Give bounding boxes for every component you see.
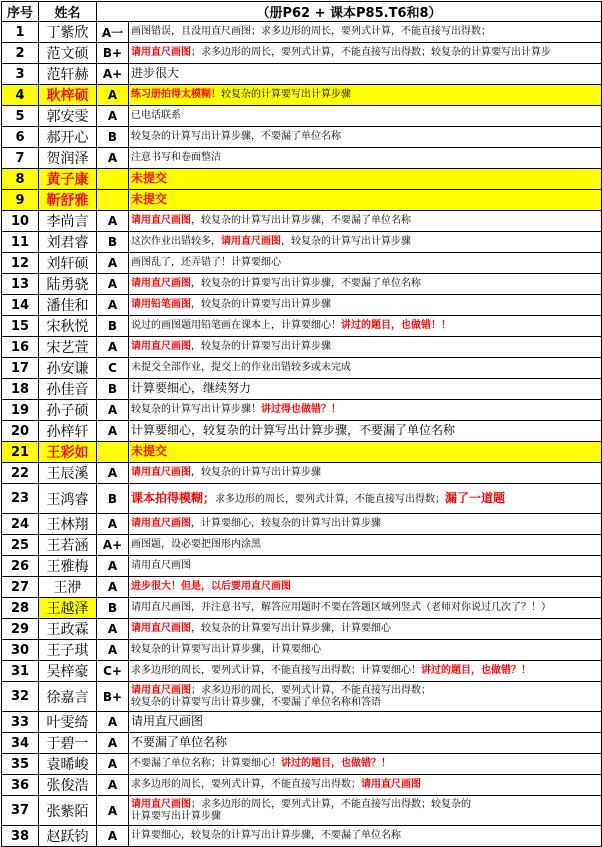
comment-line bbox=[131, 539, 599, 551]
table-row bbox=[2, 148, 602, 169]
teacher-comment bbox=[129, 64, 602, 85]
comment-line bbox=[131, 492, 599, 506]
table-row bbox=[2, 796, 602, 826]
comment-line bbox=[131, 404, 599, 416]
table-body bbox=[2, 22, 602, 847]
table-row bbox=[2, 379, 602, 400]
comment-text: 这次作业出错较多， bbox=[131, 236, 221, 247]
teacher-comment bbox=[129, 43, 602, 64]
comment-text: ，较复杂的计算要写出计算步骤，不要漏了单位名称 bbox=[191, 278, 421, 289]
comment-line bbox=[131, 811, 599, 823]
student-name: 王彩如 bbox=[39, 442, 97, 463]
grade: B bbox=[97, 379, 129, 400]
comment-text: 较复杂的计算要写出计算步骤 bbox=[221, 89, 351, 100]
comment-emphasis: 未提交 bbox=[131, 171, 168, 185]
comment-emphasis: 讲过得也做错？！ bbox=[261, 404, 341, 415]
grade: A bbox=[97, 640, 129, 661]
student-name: 吴梓豪 bbox=[39, 661, 97, 682]
teacher-comment bbox=[129, 514, 602, 535]
table-row bbox=[2, 775, 602, 796]
grade: A一 bbox=[97, 22, 129, 43]
comment-emphasis: 练习册拍得太模糊！ bbox=[131, 89, 221, 100]
comment-line bbox=[131, 320, 599, 332]
table-row bbox=[2, 556, 602, 577]
teacher-comment bbox=[129, 211, 602, 232]
student-name: 孙子硕 bbox=[39, 400, 97, 421]
teacher-comment bbox=[129, 754, 602, 775]
student-name: 刘轩硕 bbox=[39, 253, 97, 274]
table-row bbox=[2, 421, 602, 442]
comment-line bbox=[131, 236, 599, 248]
student-name: 郝开心 bbox=[39, 127, 97, 148]
row-number: 3 bbox=[2, 64, 39, 85]
comment-emphasis: 漏了一道题 bbox=[445, 490, 506, 505]
row-number: 6 bbox=[2, 127, 39, 148]
comment-text: 不要漏了单位名称 bbox=[131, 735, 228, 749]
header-num: 序号 bbox=[2, 2, 39, 22]
teacher-comment bbox=[129, 169, 602, 190]
comment-emphasis: 请用直尺画图 bbox=[131, 684, 191, 696]
teacher-comment bbox=[129, 619, 602, 640]
grade: A bbox=[97, 253, 129, 274]
teacher-comment bbox=[129, 253, 602, 274]
row-number: 13 bbox=[2, 274, 39, 295]
comment-text: ；求多边形的周长，要列式计算，不能直接写出得数； bbox=[191, 684, 431, 696]
comment-emphasis: 请用直尺画图 bbox=[221, 236, 281, 247]
table-row bbox=[2, 598, 602, 619]
comment-line bbox=[131, 193, 599, 207]
student-name: 贺润泽 bbox=[39, 148, 97, 169]
grade: A bbox=[97, 106, 129, 127]
comment-line bbox=[131, 799, 599, 811]
comment-emphasis: 请用直尺画图 bbox=[131, 467, 191, 478]
teacher-comment bbox=[129, 796, 602, 826]
student-name: 王子琪 bbox=[39, 640, 97, 661]
teacher-comment bbox=[129, 22, 602, 43]
row-number: 12 bbox=[2, 253, 39, 274]
comment-line bbox=[131, 152, 599, 164]
row-number: 21 bbox=[2, 442, 39, 463]
homework-feedback-table bbox=[1, 1, 602, 847]
grade: A bbox=[97, 337, 129, 358]
table-row bbox=[2, 640, 602, 661]
student-name: 孙佳音 bbox=[39, 379, 97, 400]
comment-line bbox=[131, 758, 599, 770]
row-number: 25 bbox=[2, 535, 39, 556]
table-row bbox=[2, 661, 602, 682]
comment-text: 求多边形的周长，要列式计算，不能直接写出得数； bbox=[131, 779, 361, 790]
student-name: 潘佳和 bbox=[39, 295, 97, 316]
grade: A bbox=[97, 274, 129, 295]
row-number: 10 bbox=[2, 211, 39, 232]
comment-text: ，较复杂的计算写出计算步骤，不要漏了单位名称 bbox=[191, 215, 411, 226]
table-row bbox=[2, 169, 602, 190]
comment-emphasis: 请用直尺画图 bbox=[131, 341, 191, 352]
table-row bbox=[2, 712, 602, 733]
table-row bbox=[2, 253, 602, 274]
teacher-comment bbox=[129, 127, 602, 148]
teacher-comment bbox=[129, 535, 602, 556]
comment-emphasis: 请用直尺画图 bbox=[131, 47, 191, 58]
comment-line bbox=[131, 697, 599, 709]
student-name: 范轩赫 bbox=[39, 64, 97, 85]
teacher-comment bbox=[129, 640, 602, 661]
table-row bbox=[2, 127, 602, 148]
header-name: 姓名 bbox=[39, 2, 97, 22]
row-number: 27 bbox=[2, 577, 39, 598]
grade: A bbox=[97, 754, 129, 775]
row-number: 28 bbox=[2, 598, 39, 619]
comment-emphasis: 请用直尺画图 bbox=[131, 623, 191, 634]
grade: A bbox=[97, 85, 129, 106]
table-row bbox=[2, 316, 602, 337]
comment-line bbox=[131, 341, 599, 353]
table-row bbox=[2, 826, 602, 847]
table-row bbox=[2, 754, 602, 775]
comment-text: 已电话联系 bbox=[131, 110, 181, 121]
grade: A+ bbox=[97, 64, 129, 85]
comment-emphasis: 进步很大！但是，以后要用直尺画图 bbox=[131, 581, 291, 592]
grade: A+ bbox=[97, 535, 129, 556]
student-name: 王政霖 bbox=[39, 619, 97, 640]
comment-text: 计算要写出计算步骤 bbox=[131, 810, 221, 822]
row-number: 20 bbox=[2, 421, 39, 442]
comment-line bbox=[131, 131, 599, 143]
comment-emphasis: 讲过的题目，也做错？！ bbox=[421, 665, 531, 676]
student-name: 王雅梅 bbox=[39, 556, 97, 577]
comment-line bbox=[131, 26, 599, 38]
table-row bbox=[2, 232, 602, 253]
comment-line bbox=[131, 736, 599, 750]
row-number: 18 bbox=[2, 379, 39, 400]
header-row bbox=[2, 2, 602, 22]
table-row bbox=[2, 484, 602, 514]
comment-line bbox=[131, 581, 599, 593]
teacher-comment bbox=[129, 463, 602, 484]
comment-text: ，较复杂的计算要写出计算步骤，计算要细心 bbox=[191, 623, 391, 634]
teacher-comment bbox=[129, 826, 602, 847]
student-name: 王洢 bbox=[39, 577, 97, 598]
table-row bbox=[2, 295, 602, 316]
comment-text: ，计算要细心，较复杂的计算写出计算步骤 bbox=[191, 518, 381, 529]
grade: B+ bbox=[97, 682, 129, 712]
teacher-comment bbox=[129, 379, 602, 400]
comment-emphasis: 请用直尺画图 bbox=[361, 779, 421, 790]
comment-line bbox=[131, 89, 599, 101]
comment-text: 请用直尺画图，并注意书写，解答应用题时不要在答题区域列竖式（老师对你说过几次了？！） bbox=[131, 602, 551, 613]
student-name: 郭安雯 bbox=[39, 106, 97, 127]
student-name: 王若涵 bbox=[39, 535, 97, 556]
student-name: 靳舒雅 bbox=[39, 190, 97, 211]
teacher-comment bbox=[129, 598, 602, 619]
teacher-comment bbox=[129, 148, 602, 169]
comment-line bbox=[131, 685, 599, 697]
teacher-comment bbox=[129, 337, 602, 358]
student-name: 王鸿睿 bbox=[39, 484, 97, 514]
comment-emphasis: 请用直尺画图 bbox=[131, 798, 191, 810]
comment-line bbox=[131, 67, 599, 81]
comment-emphasis: 请用直尺画图 bbox=[131, 215, 191, 226]
teacher-comment bbox=[129, 775, 602, 796]
row-number: 31 bbox=[2, 661, 39, 682]
row-number: 37 bbox=[2, 796, 39, 826]
comment-emphasis: 请用直尺画图 bbox=[131, 278, 191, 289]
comment-text: 说过的画图题用铅笔画在课本上，计算要细心！ bbox=[131, 320, 341, 331]
grade bbox=[97, 169, 129, 190]
comment-text: 请用直尺画图 bbox=[131, 714, 204, 728]
student-name: 宋艺萱 bbox=[39, 337, 97, 358]
comment-line bbox=[131, 623, 599, 635]
row-number: 7 bbox=[2, 148, 39, 169]
comment-emphasis: 请用铅笔画图 bbox=[131, 299, 191, 310]
row-number: 4 bbox=[2, 85, 39, 106]
grade: B+ bbox=[97, 43, 129, 64]
comment-text: 注意书写和卷面整洁 bbox=[131, 152, 221, 163]
teacher-comment bbox=[129, 661, 602, 682]
table-row bbox=[2, 274, 602, 295]
teacher-comment bbox=[129, 682, 602, 712]
comment-emphasis: 课本拍得模糊； bbox=[131, 490, 216, 505]
student-name: 丁紫欣 bbox=[39, 22, 97, 43]
teacher-comment bbox=[129, 190, 602, 211]
comment-line bbox=[131, 644, 599, 656]
student-name: 张俊浩 bbox=[39, 775, 97, 796]
row-number: 23 bbox=[2, 484, 39, 514]
grade: B bbox=[97, 484, 129, 514]
teacher-comment bbox=[129, 733, 602, 754]
comment-text: ，较复杂的计算写出计算步骤 bbox=[281, 236, 411, 247]
grade: A bbox=[97, 826, 129, 847]
grade: A bbox=[97, 400, 129, 421]
comment-text: 画图题，设必要把图形内涂黑 bbox=[131, 539, 261, 550]
comment-line bbox=[131, 215, 599, 227]
row-number: 1 bbox=[2, 22, 39, 43]
grade: B bbox=[97, 598, 129, 619]
student-name: 孙安谦 bbox=[39, 358, 97, 379]
comment-line bbox=[131, 424, 599, 438]
student-name: 黄子康 bbox=[39, 169, 97, 190]
comment-emphasis: 未提交 bbox=[131, 444, 168, 458]
grade: A bbox=[97, 556, 129, 577]
comment-line bbox=[131, 715, 599, 729]
comment-text: ，较复杂的计算要写出计算步骤 bbox=[191, 341, 331, 352]
grade: C+ bbox=[97, 661, 129, 682]
table-row bbox=[2, 85, 602, 106]
teacher-comment bbox=[129, 316, 602, 337]
grade bbox=[97, 442, 129, 463]
table-row bbox=[2, 22, 602, 43]
student-name: 李尚言 bbox=[39, 211, 97, 232]
row-number: 14 bbox=[2, 295, 39, 316]
row-number: 33 bbox=[2, 712, 39, 733]
comment-line bbox=[131, 779, 599, 791]
grade: A bbox=[97, 421, 129, 442]
comment-text: ，较复杂的计算写出计算步骤 bbox=[191, 467, 321, 478]
row-number: 36 bbox=[2, 775, 39, 796]
teacher-comment bbox=[129, 358, 602, 379]
comment-text: 求多边形的周长，要列式计算，不能直接写出得数；计算要细心！ bbox=[131, 665, 421, 676]
comment-emphasis: 请用直尺画图 bbox=[131, 518, 191, 529]
table-row bbox=[2, 43, 602, 64]
student-name: 于碧一 bbox=[39, 733, 97, 754]
row-number: 32 bbox=[2, 682, 39, 712]
teacher-comment bbox=[129, 232, 602, 253]
teacher-comment bbox=[129, 442, 602, 463]
student-name: 赵跃钧 bbox=[39, 826, 97, 847]
student-name: 陆勇骁 bbox=[39, 274, 97, 295]
comment-text: 较复杂的计算要写出计算步骤，计算要细心 bbox=[131, 644, 321, 655]
grade: A bbox=[97, 796, 129, 826]
comment-text: 较复杂的计算写出计算步骤！ bbox=[131, 404, 261, 415]
table-row bbox=[2, 400, 602, 421]
table-row bbox=[2, 190, 602, 211]
comment-text: 较复杂的计算写出计算步骤，不要漏了单位名称 bbox=[131, 131, 341, 142]
row-number: 34 bbox=[2, 733, 39, 754]
row-number: 30 bbox=[2, 640, 39, 661]
comment-text: 进步很大 bbox=[131, 66, 180, 80]
grade: A bbox=[97, 775, 129, 796]
comment-emphasis: 讲过的题目，也做错？！ bbox=[281, 758, 391, 769]
teacher-comment bbox=[129, 85, 602, 106]
student-name: 王越泽 bbox=[39, 598, 97, 619]
grade: B bbox=[97, 316, 129, 337]
student-name: 张紫陌 bbox=[39, 796, 97, 826]
row-number: 11 bbox=[2, 232, 39, 253]
row-number: 8 bbox=[2, 169, 39, 190]
grade: A bbox=[97, 463, 129, 484]
comment-line bbox=[131, 665, 599, 677]
student-name: 孙梓轩 bbox=[39, 421, 97, 442]
comment-text: 计算要细心，较复杂的计算写出计算步骤，不要漏了单位名称 bbox=[131, 830, 401, 841]
student-name: 叶雯绮 bbox=[39, 712, 97, 733]
grade: A bbox=[97, 712, 129, 733]
comment-line bbox=[131, 299, 599, 311]
table-row bbox=[2, 442, 602, 463]
comment-line bbox=[131, 467, 599, 479]
grade: C bbox=[97, 358, 129, 379]
table-row bbox=[2, 211, 602, 232]
comment-line bbox=[131, 602, 599, 614]
grade: B bbox=[97, 232, 129, 253]
comment-line bbox=[131, 47, 599, 59]
row-number: 2 bbox=[2, 43, 39, 64]
comment-emphasis: 讲过的题目，也做错！！ bbox=[341, 320, 451, 331]
table-row bbox=[2, 64, 602, 85]
comment-text: 未提交全部作业，提交上的作业出错较多或未完成 bbox=[131, 362, 351, 373]
grade: A bbox=[97, 733, 129, 754]
row-number: 9 bbox=[2, 190, 39, 211]
student-name: 宋秋悦 bbox=[39, 316, 97, 337]
row-number: 22 bbox=[2, 463, 39, 484]
comment-line bbox=[131, 257, 599, 269]
row-number: 26 bbox=[2, 556, 39, 577]
table-row bbox=[2, 733, 602, 754]
row-number: 24 bbox=[2, 514, 39, 535]
teacher-comment bbox=[129, 274, 602, 295]
table-row bbox=[2, 358, 602, 379]
teacher-comment bbox=[129, 400, 602, 421]
table-row bbox=[2, 337, 602, 358]
table-row bbox=[2, 514, 602, 535]
table-row bbox=[2, 106, 602, 127]
row-number: 16 bbox=[2, 337, 39, 358]
comment-line bbox=[131, 110, 599, 122]
comment-text: ，较复杂的计算要写出计算步骤 bbox=[191, 299, 331, 310]
comment-text: 计算要细心，继续努力 bbox=[131, 381, 252, 395]
row-number: 17 bbox=[2, 358, 39, 379]
table-row bbox=[2, 682, 602, 712]
student-name: 袁晞峻 bbox=[39, 754, 97, 775]
comment-line bbox=[131, 830, 599, 842]
comment-line bbox=[131, 362, 599, 374]
grade: A bbox=[97, 211, 129, 232]
student-name: 耿梓硕 bbox=[39, 85, 97, 106]
grade bbox=[97, 190, 129, 211]
comment-line bbox=[131, 445, 599, 459]
teacher-comment bbox=[129, 106, 602, 127]
header-title: （册P62 + 课本P85.T6和8） bbox=[97, 2, 602, 22]
student-name: 范文硕 bbox=[39, 43, 97, 64]
student-name: 徐嘉言 bbox=[39, 682, 97, 712]
comment-text: 不要漏了单位名称；计算要细心！ bbox=[131, 758, 281, 769]
comment-line bbox=[131, 278, 599, 290]
comment-emphasis: 未提交 bbox=[131, 192, 168, 206]
row-number: 5 bbox=[2, 106, 39, 127]
teacher-comment bbox=[129, 484, 602, 514]
table-row bbox=[2, 463, 602, 484]
teacher-comment bbox=[129, 577, 602, 598]
comment-line bbox=[131, 172, 599, 186]
comment-text: 画图错误，且没用直尺画图；求多边形的周长，要列式计算，不能直接写出得数； bbox=[131, 26, 491, 37]
comment-text: 请用直尺画图 bbox=[131, 560, 191, 571]
comment-text: 求多边形的周长，要列式计算，不能直接写出得数； bbox=[215, 493, 446, 505]
comment-text: 计算要细心，较复杂的计算写出计算步骤，不要漏了单位名称 bbox=[131, 423, 456, 437]
comment-line bbox=[131, 518, 599, 530]
comment-text: 较复杂的计算要写出计算步骤，不要漏了单位名称和答语 bbox=[131, 696, 381, 708]
comment-line bbox=[131, 382, 599, 396]
teacher-comment bbox=[129, 295, 602, 316]
grade: B bbox=[97, 127, 129, 148]
comment-text: ；求多边形的周长，要列式计算，不能直接写出得数；较复杂的计算要写出计算步 bbox=[191, 47, 551, 58]
row-number: 19 bbox=[2, 400, 39, 421]
table-row bbox=[2, 619, 602, 640]
row-number: 29 bbox=[2, 619, 39, 640]
grade: A bbox=[97, 148, 129, 169]
student-name: 刘君睿 bbox=[39, 232, 97, 253]
teacher-comment bbox=[129, 421, 602, 442]
row-number: 35 bbox=[2, 754, 39, 775]
table-row bbox=[2, 535, 602, 556]
teacher-comment bbox=[129, 712, 602, 733]
teacher-comment bbox=[129, 556, 602, 577]
grade: A bbox=[97, 514, 129, 535]
student-name: 王林翔 bbox=[39, 514, 97, 535]
comment-text: 画图乱了，还弄错了！计算要细心 bbox=[131, 257, 281, 268]
table-row bbox=[2, 577, 602, 598]
comment-text: ；求多边形的周长，要列式计算，不能直接写出得数；较复杂的 bbox=[191, 798, 471, 810]
grade: A bbox=[97, 619, 129, 640]
row-number: 15 bbox=[2, 316, 39, 337]
student-name: 王辰溪 bbox=[39, 463, 97, 484]
grade: A bbox=[97, 295, 129, 316]
row-number: 38 bbox=[2, 826, 39, 847]
comment-line bbox=[131, 560, 599, 572]
grade: A bbox=[97, 577, 129, 598]
